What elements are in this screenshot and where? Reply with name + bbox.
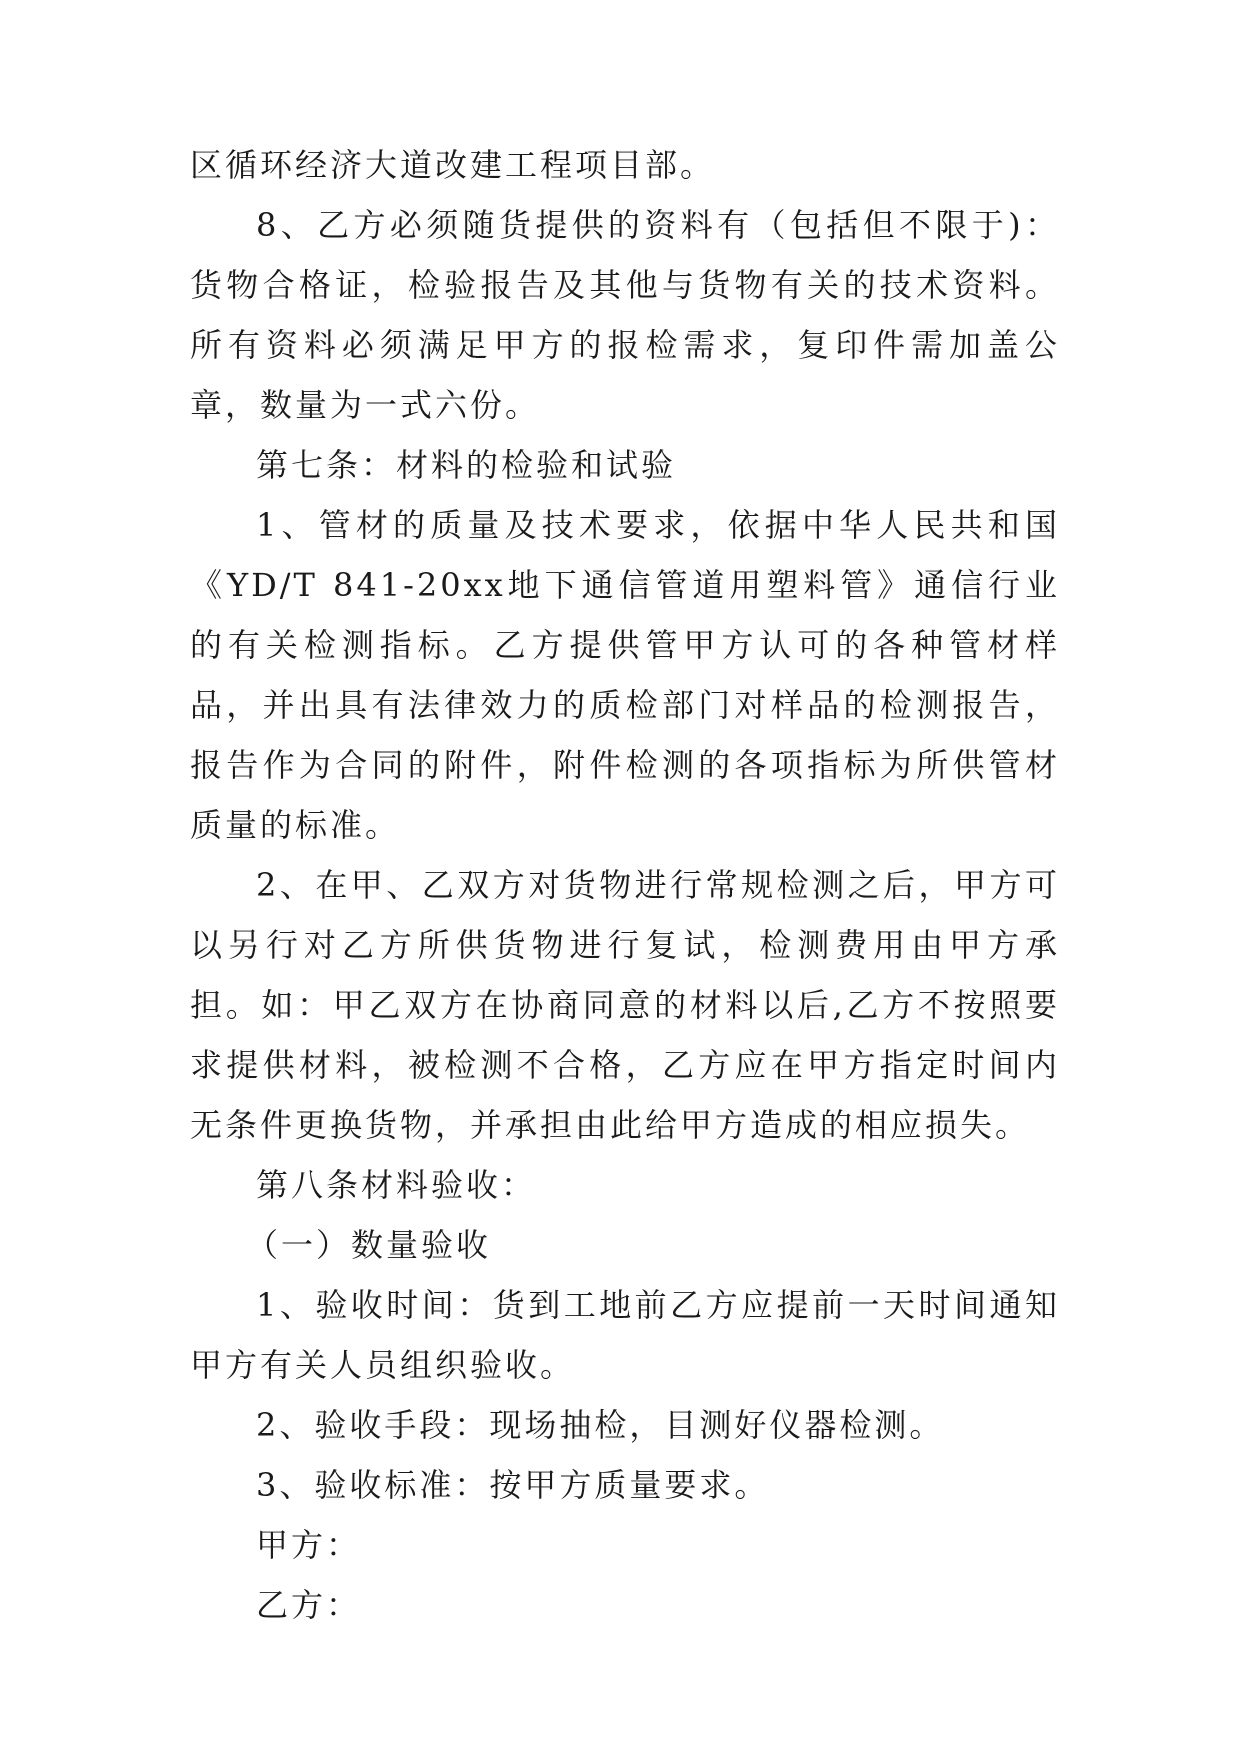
paragraph-acceptance-standard: 3、验收标准：按甲方质量要求。	[256, 1466, 770, 1504]
paragraph-item-8-documents: 8、乙方必须随货提供的资料有（包括但不限于)：货物合格证，检验报告及其他与货物有关的技术资料。所有资料必须满足甲方的报检需求，复印件需加盖公章，数量为一式六份。	[190, 206, 1060, 424]
paragraph-acceptance-method: 2、验收手段：现场抽检，目测好仪器检测。	[256, 1406, 945, 1444]
paragraph-item-1-pipe-quality: 1、管材的质量及技术要求，依据中华人民共和国《YD/T 841-20xx地下通信管道用塑料管》通信行业的有关检测指标。乙方提供管甲方认可的各种管材样品，并出具有法律效力的质检部门对样品的检测报告，报告作为合同的附件，附件检测的各项指标为所供管材质量的标准。	[190, 506, 1060, 844]
paragraph-continuation: 区循环经济大道改建工程项目部。	[190, 146, 716, 184]
paragraph-item-2-retest: 2、在甲、乙双方对货物进行常规检测之后，甲方可以另行对乙方所供货物进行复试，检测费用由甲方承担。如：甲乙双方在协商同意的材料以后,乙方不按照要求提供材料，被检测不合格，乙方应在甲方指定时间内无条件更换货物，并承担由此给甲方造成的相应损失。	[190, 866, 1060, 1144]
party-a-signature-line: 甲方：	[256, 1526, 362, 1564]
paragraph-acceptance-time: 1、验收时间：货到工地前乙方应提前一天时间通知甲方有关人员组织验收。	[190, 1286, 1060, 1384]
party-b-signature-line: 乙方：	[256, 1586, 362, 1624]
heading-article-8: 第八条材料验收：	[256, 1166, 537, 1204]
heading-article-7: 第七条：材料的检验和试验	[256, 446, 677, 484]
document-body	[190, 135, 1060, 1635]
subheading-quantity-acceptance: （一）数量验收	[246, 1226, 492, 1264]
